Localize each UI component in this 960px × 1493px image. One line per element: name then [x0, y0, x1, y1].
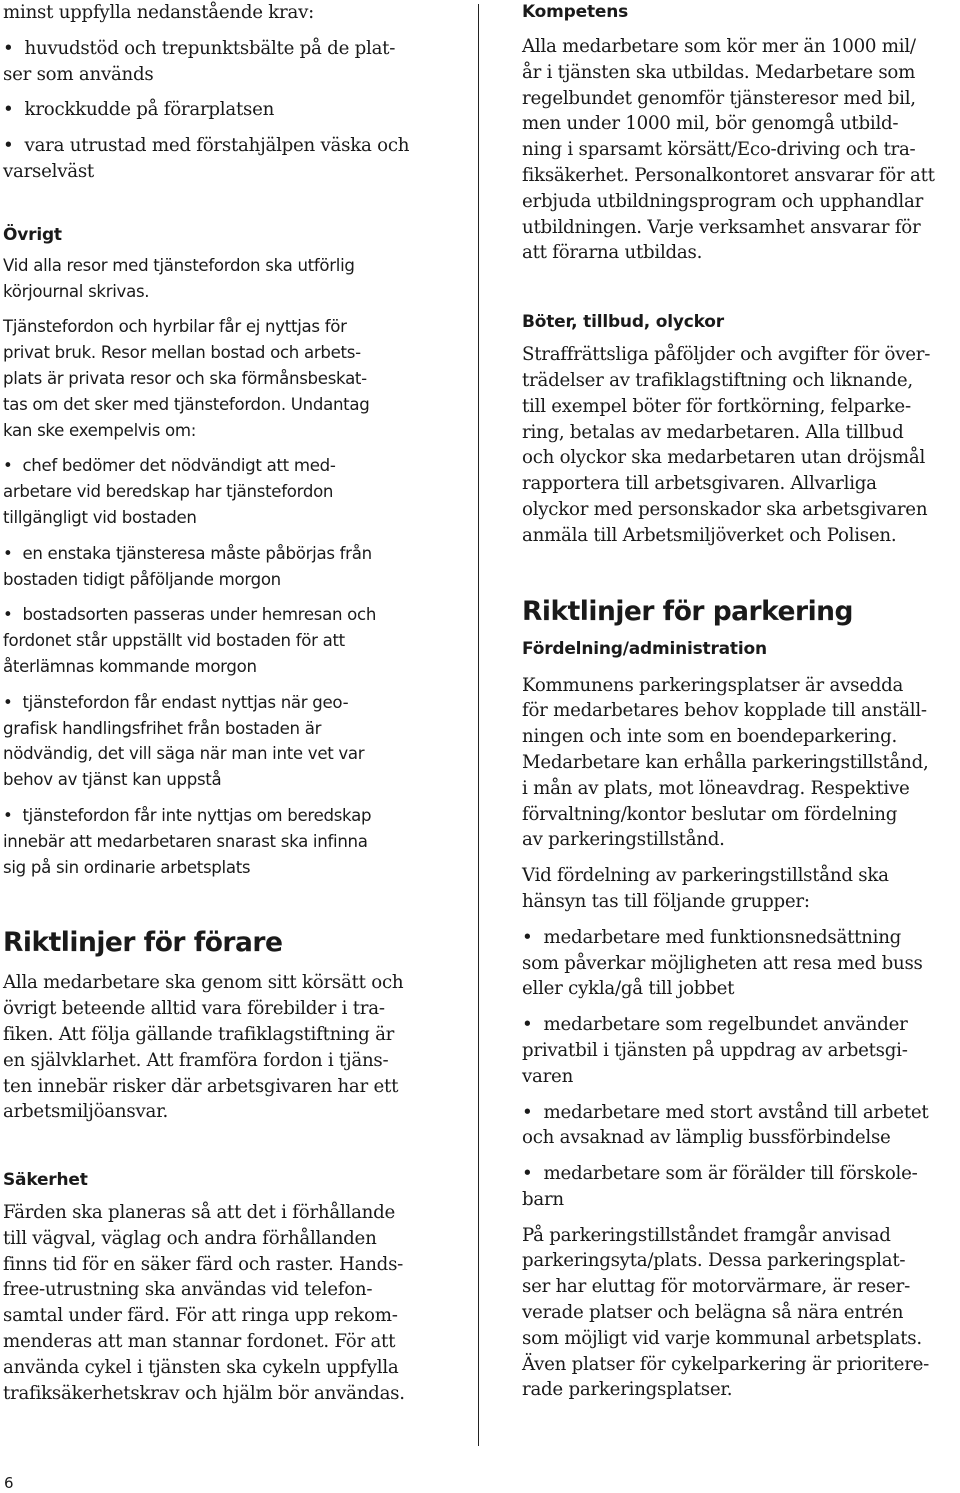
column-divider: [478, 4, 479, 1446]
exception-item: • en enstaka tjänsteresa måste påbörjas från bostaden tidigt påföljande morgon: [3, 541, 443, 593]
sakerhet-heading: Säkerhet: [3, 1170, 88, 1191]
page-number: 6: [4, 1474, 14, 1492]
forare-heading: Riktlinjer för förare: [3, 927, 283, 959]
fordelning-paragraph: Vid fördelning av parkeringstillstånd ska hänsyn tas till följande grupper:: [522, 865, 889, 912]
sakerhet-paragraph: Färden ska planeras så att det i förhållande till vägval, väglag och andra förhållanden finns tid för en säker färd och raster. Hands- free-utrustning ska användas vid telefon- samtal under färd. För att ringa upp rekom- menderas att man stannar fordonet. För att använda cykel i tjänsten ska cykeln uppfylla trafiksäkerhetskrav och hjälm bör användas.: [3, 1202, 405, 1404]
group-item: • medarbetare som regelbundet använder privatbil i tjänsten på uppdrag av arbetsgi- varen: [522, 1012, 958, 1089]
requirement-item: • vara utrustad med förstahjälpen väska och varselväst: [3, 133, 443, 185]
exception-item: • chef bedömer det nödvändigt att med- arbetare vid beredskap har tjänstefordon tillgängligt vid bostaden: [3, 453, 443, 530]
kompetens-paragraph: Alla medarbetare som kör mer än 1000 mil/ år i tjänsten ska utbildas. Medarbetare som regelbundet genomför tjänsteresor med bil, men under 1000 mil, bör genomgå utbild- ning i sparsamt körsätt/Eco-driving och tra- fiksäkerhet. Personalkontoret ansvarar för att erbjuda utbildningsprogram och upphandlar utbildningen. Varje verksamhet ansvarar för att förarna utbildas.: [522, 36, 935, 264]
exception-item: • tjänstefordon får inte nyttjas om beredskap innebär att medarbetaren snarast ska infinna sig på sin ordinarie arbetsplats: [3, 803, 443, 880]
kompetens-heading: Kompetens: [522, 2, 629, 22]
group-item: • medarbetare med stort avstånd till arbetet och avsaknad av lämplig bussförbindelse: [522, 1100, 958, 1152]
group-item: • medarbetare som är förälder till förskole- barn: [522, 1161, 958, 1213]
boter-paragraph: Straffrättsliga påföljder och avgifter för över- trädelser av trafiklagstiftning och liknande, till exempel böter för fortkörning, felparke- ring, betalas av medarbetaren. Alla tillbud och olyckor ska medarbetaren utan dröjsmål rapportera till arbetsgivaren. Allvarliga olyckor med personskador ska arbetsgivaren anmäla till Arbetsmiljöverket och Polisen.: [522, 344, 931, 546]
forare-paragraph: Alla medarbetare ska genom sitt körsätt och övrigt beteende alltid vara förebilder i tra- fiken. Att följa gällande trafiklagstiftning är en självklarhet. Att framföra fordon i tjäns- ten innebär risker där arbetsgivaren har ett arbetsmiljöansvar.: [3, 972, 404, 1123]
parkering-heading: Riktlinjer för parkering: [522, 595, 853, 627]
group-item: • medarbetare med funktionsnedsättning som påverkar möjligheten att resa med buss eller cykla/gå till jobbet: [522, 925, 958, 1002]
right-column: [522, 0, 958, 1403]
left-column: [3, 0, 443, 1406]
boter-heading: Böter, tillbud, olyckor: [522, 312, 724, 333]
ovrigt-paragraph: Vid alla resor med tjänstefordon ska utförlig körjournal skrivas.: [3, 255, 355, 301]
fordelning-paragraph: På parkeringstillståndet framgår anvisad parkeringsyta/plats. Dessa parkeringsplat- ser har eluttag för motorvärmare, är reser- verade platser och belägna så nära entrén som möjligt vid varje kommunal arbetsplats. Även platser för cykelparkering är prioritere- rade parkeringsplatser.: [522, 1224, 930, 1401]
exception-item: • tjänstefordon får endast nyttjas när geo- grafisk handlingsfrihet från bostaden är nödvändig, det vill säga när man inte vet var behov av tjänst kan uppstå: [3, 690, 443, 793]
fordelning-heading: Fördelning/administration: [522, 638, 767, 659]
requirement-item: • huvudstöd och trepunktsbälte på de plat- ser som används: [3, 36, 443, 88]
ovrigt-heading: Övrigt: [3, 224, 62, 245]
requirement-item: • krockkudde på förarplatsen: [3, 97, 443, 123]
ovrigt-paragraph: Tjänstefordon och hyrbilar får ej nyttjas för privat bruk. Resor mellan bostad och arbets- plats är privata resor och ska förmånsbeskat- tas om det sker med tjänstefordon. Undantag kan ske exempelvis om:: [3, 317, 370, 440]
fordelning-paragraph: Kommunens parkeringsplatser är avsedda för medarbetares behov kopplade till anställ- ningen och inte som en boendeparkering. Medarbetare kan erhålla parkeringstillstånd, i mån av plats, mot löneavdrag. Respektive förvaltning/kontor beslutar om fördelning av parkeringstillstånd.: [522, 674, 929, 851]
exception-item: • bostadsorten passeras under hemresan och fordonet står uppställt vid bostaden för att återlämnas kommande morgon: [3, 602, 443, 679]
intro-text: minst uppfylla nedanstående krav:: [3, 2, 314, 23]
